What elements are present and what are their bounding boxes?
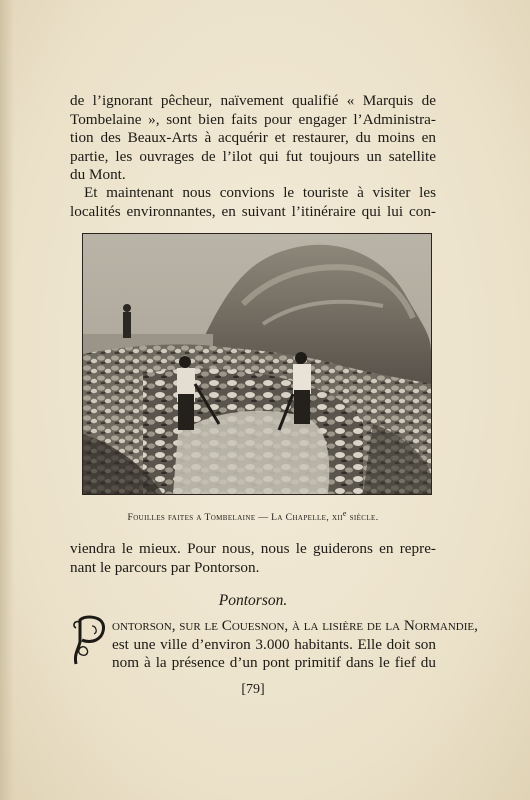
caption-part-a: Fouilles faites a Tombelaine <box>127 512 256 524</box>
excavation-photograph <box>82 233 432 495</box>
text-line: localités environnantes, en suivant l’itinéraire qui lui con- <box>70 202 436 220</box>
text-line: nant le parcours par Pontorson. <box>70 558 260 576</box>
caption-part-b: La Chapelle, xii <box>271 512 343 524</box>
text-line: partie, les ouvrages de l’ilot qui fut toujours un satellite <box>70 147 436 165</box>
text-line: est une ville d’environ 3.000 habitants. Elle doit son <box>112 635 436 653</box>
section-heading: Pontorson. <box>218 592 288 609</box>
paragraph-tombelaine <box>70 92 436 185</box>
caption-separator: — <box>255 512 272 524</box>
page-number: [79] <box>241 682 265 697</box>
text-line: Et maintenant nous convions le touriste à visiter les <box>84 184 436 201</box>
text-line <box>112 617 478 636</box>
paragraph-itinerary <box>70 184 436 221</box>
page-gutter-shadow <box>0 0 14 800</box>
pontorson-lead: ontorson, sur le Couesnon, à la lisière de la Normandie, <box>112 617 478 634</box>
ornamental-dropcap <box>70 614 108 666</box>
paragraph-route <box>70 540 436 577</box>
text-line: tion des Beaux-Arts à acquérir et restaurer, du moins en <box>70 129 436 147</box>
text-line: de l’ignorant pêcheur, naïvement qualifié « Marquis de <box>70 92 436 109</box>
text-line: nom à la présence d’un pont primitif dans le fief du <box>112 654 436 672</box>
paragraph-pontorson <box>112 617 478 673</box>
caption-superscript: e <box>342 509 347 518</box>
text-line: du Mont. <box>70 166 126 184</box>
text-line: Tombelaine », sont bien faits pour engager l’Administra- <box>70 110 436 128</box>
caption-part-c: siècle. <box>346 512 379 524</box>
figure-caption <box>70 509 436 523</box>
text-line: viendra le mieux. Pour nous, nous le guiderons en repre- <box>70 540 436 557</box>
